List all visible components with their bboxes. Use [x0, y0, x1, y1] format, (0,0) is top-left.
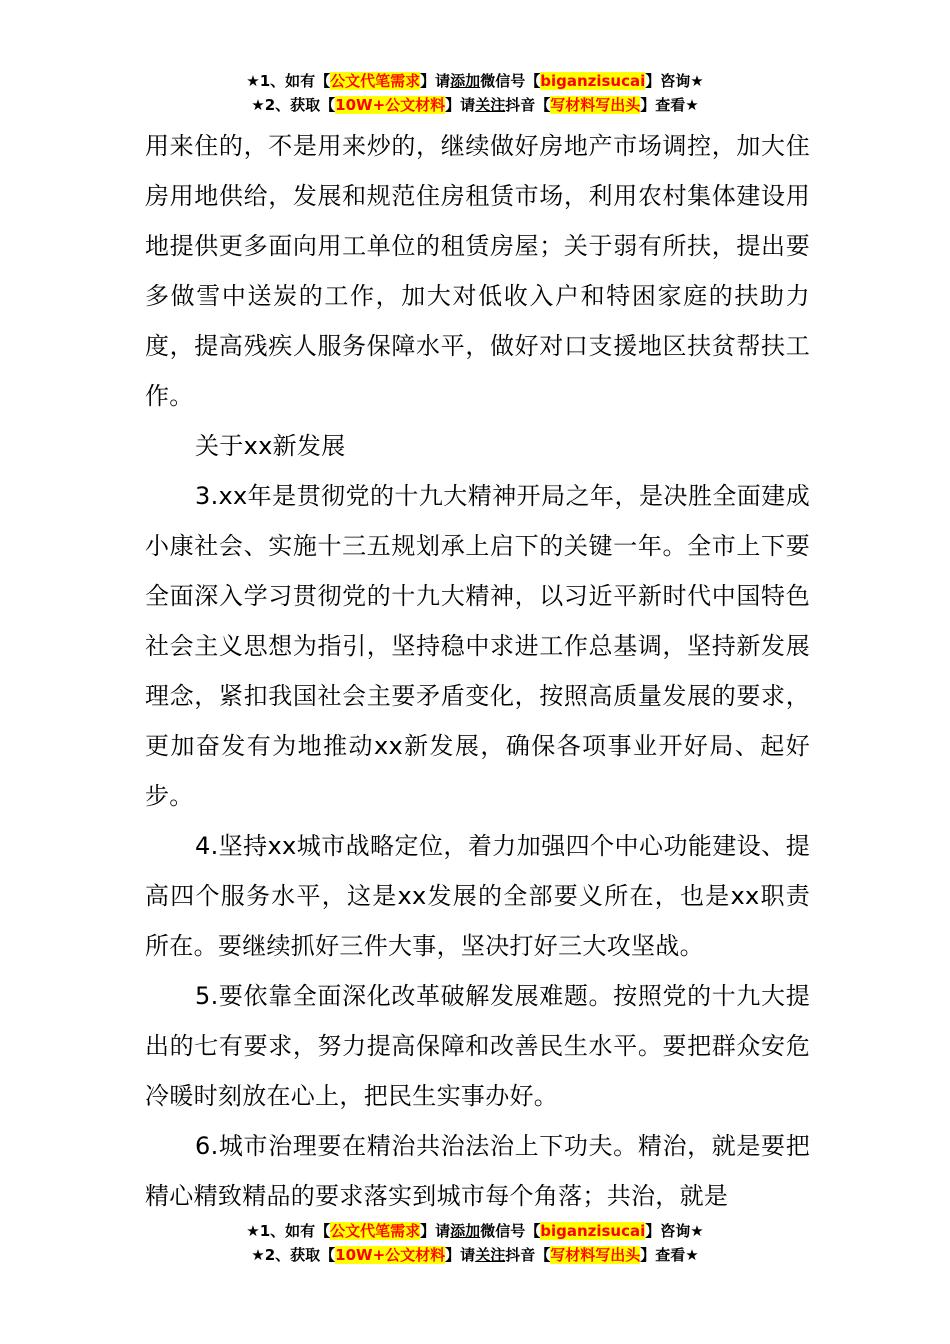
- underlined-text: 关注: [475, 96, 506, 114]
- footer-text: 】查看: [640, 1246, 686, 1264]
- star-icon: ★: [251, 1246, 265, 1264]
- footer-text: 1、如有【: [259, 1222, 331, 1240]
- header-line-1: [0, 69, 950, 93]
- highlight-text: 公文代笔需求: [330, 72, 421, 90]
- highlight-text: 10W+公文材料: [335, 1246, 446, 1264]
- paragraph: 5.要依靠全面深化改革破解发展难题。按照党的十九大提出的七有要求，努力提高保障和改善民生水平。要把群众安危冷暖时刻放在心上，把民生实事办好。: [145, 982, 810, 1110]
- header-text: 】查看: [640, 96, 686, 114]
- footer-banner: [0, 1219, 950, 1267]
- highlight-text: 10W+公文材料: [335, 96, 446, 114]
- wechat-id: biganzisucai: [540, 72, 646, 90]
- douyin-account: 写材料写出头: [550, 1246, 641, 1264]
- header-text: 抖音【: [505, 96, 551, 114]
- footer-text: 】请: [445, 1246, 476, 1264]
- footer-text: 】请: [420, 1222, 451, 1240]
- wechat-id: biganzisucai: [540, 1222, 646, 1240]
- header-text: 】请: [420, 72, 451, 90]
- star-icon: ★: [246, 1222, 260, 1240]
- paragraph: 用来住的，不是用来炒的，继续做好房地产市场调控，加大住房用地供给，发展和规范住房租赁市场，利用农村集体建设用地提供更多面向用工单位的租赁房屋；关于弱有所扶，提出要多做雪中送炭的工作，加大对低收入户和特困家庭的扶助力度，提高残疾人服务保障水平，做好对口支援地区扶贫帮扶工作。: [145, 132, 810, 410]
- star-icon: ★: [685, 96, 699, 114]
- header-text: 】咨询: [645, 72, 691, 90]
- header-text: 】请: [445, 96, 476, 114]
- footer-text: 抖音【: [505, 1246, 551, 1264]
- paragraph: 3.xx年是贯彻党的十九大精神开局之年，是决胜全面建成小康社会、实施十三五规划承上启下的关键一年。全市上下要全面深入学习贯彻党的十九大精神，以习近平新时代中国特色社会主义思想为指引，坚持稳中求进工作总基调，坚持新发展理念，紧扣我国社会主要矛盾变化，按照高质量发展的要求，更加奋发有为地推动xx新发展，确保各项事业开好局、起好步。: [145, 482, 810, 810]
- underlined-text: 添加: [450, 72, 481, 90]
- paragraph: 6.城市治理要在精治共治法治上下功夫。精治，就是要把精心精致精品的要求落实到城市每个角落；共治，就是: [145, 1132, 810, 1210]
- header-text: 微信号【: [480, 72, 541, 90]
- header-line-2: [0, 93, 950, 117]
- highlight-text: 公文代笔需求: [330, 1222, 421, 1240]
- footer-line-2: [0, 1243, 950, 1267]
- douyin-account: 写材料写出头: [550, 96, 641, 114]
- footer-text: 2、获取【: [264, 1246, 336, 1264]
- document-body: [145, 121, 810, 1221]
- header-text: 1、如有【: [259, 72, 331, 90]
- star-icon: ★: [690, 72, 704, 90]
- star-icon: ★: [685, 1246, 699, 1264]
- footer-text: 微信号【: [480, 1222, 541, 1240]
- underlined-text: 添加: [450, 1222, 481, 1240]
- header-text: 2、获取【: [264, 96, 336, 114]
- star-icon: ★: [251, 96, 265, 114]
- star-icon: ★: [690, 1222, 704, 1240]
- footer-text: 】咨询: [645, 1222, 691, 1240]
- paragraph: 4.坚持xx城市战略定位，着力加强四个中心功能建设、提高四个服务水平，这是xx发展的全部要义所在，也是xx职责所在。要继续抓好三件大事，坚决打好三大攻坚战。: [145, 832, 810, 960]
- underlined-text: 关注: [475, 1246, 506, 1264]
- header-banner: [0, 69, 950, 117]
- footer-line-1: [0, 1219, 950, 1243]
- star-icon: ★: [246, 72, 260, 90]
- section-heading: 关于xx新发展: [195, 432, 346, 460]
